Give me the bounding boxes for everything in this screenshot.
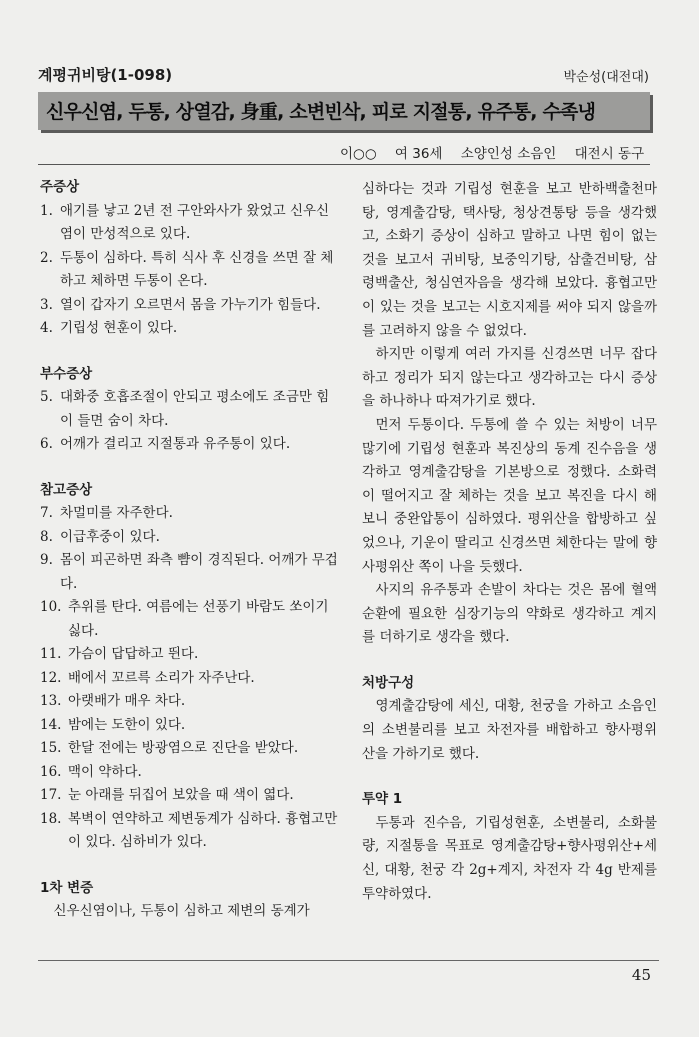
dosage-title: 투약 1	[362, 791, 403, 808]
paragraph: 사지의 유주통과 손발이 차다는 것은 몸에 혈액순환에 필요한 심장기능의 약화로 생각하고 계지를 더하기로 생각을 했다.	[362, 582, 657, 646]
reference-symptoms-list	[40, 502, 340, 855]
footer-rule	[38, 960, 659, 961]
list-item: 3. 열이 갑자기 오르면서 몸을 가누기가 힘들다.	[40, 296, 321, 313]
dosage-text: 두통과 진수음, 기립성현훈, 소변불리, 소화불량, 지절통을 목표로 영계출감탕+향사평위산+세신, 대황, 천궁 각 2g+계지, 차전자 각 4g 반제를 투약하였다.	[362, 814, 657, 902]
patient-sex-age: 여 36세	[394, 146, 443, 162]
list-item: 15. 한달 전에는 방광염으로 진단을 받았다.	[40, 740, 299, 756]
reference-symptoms-title: 참고증상	[40, 481, 93, 498]
list-item: 2. 두통이 심하다. 특히 식사 후 신경을 쓰면 잘 체하고 체하면 두통이 온다.	[40, 249, 334, 289]
patient-location: 대전시 동구	[574, 146, 645, 162]
prescription-text: 영계출감탕에 세신, 대황, 천궁을 가하고 소음인의 소변불리를 보고 차전자를 배합하고 향사평위산을 가하기로 했다.	[362, 698, 657, 762]
page-number: 45	[631, 966, 651, 984]
article-title: 계평귀비탕(1-098)	[38, 66, 173, 84]
list-item: 1. 애기를 낳고 2년 전 구안와사가 왔었고 신우신염이 만성적으로 있다.	[40, 202, 330, 242]
header-rule	[38, 164, 650, 165]
banner-text: 신우신염, 두통, 상열감, 身重, 소변빈삭, 피로 지절통, 유주통, 수족냉	[46, 101, 596, 123]
patient-info	[340, 142, 659, 162]
paragraph: 먼저 두통이다. 두통에 쓸 수 있는 처방이 너무 많기에 기립성 현훈과 복진상의 동계 진수음을 생각하고 영계출감탕을 기본방으로 정했다. 소화력이 떨어지고 잘 체하는 것을 보고 복진을 다시 해보니 중완압통이 심하였다. 평위산을 합방하고 싶었으나, 기운이 딸리고 신경쓰면 체한다는 말에 향사평위산 쪽이 나을 듯했다.	[362, 416, 657, 575]
list-item: 5. 대화중 호흡조절이 안되고 평소에도 조금만 힘이 들면 숨이 차다.	[40, 389, 330, 429]
main-symptoms-list	[40, 200, 340, 341]
author: 박순성(대전대)	[563, 70, 649, 85]
list-item: 13. 아랫배가 매우 차다.	[40, 693, 186, 709]
list-item: 12. 배에서 꼬르륵 소리가 자주난다.	[40, 669, 255, 686]
prescription-title: 처방구성	[362, 674, 415, 691]
list-item: 6. 어깨가 결리고 지절통과 유주통이 있다.	[40, 436, 291, 452]
list-item: 14. 밤에는 도한이 있다.	[40, 716, 186, 733]
paragraph: 심하다는 것과 기립성 현훈을 보고 반하백출천마탕, 영계출감탕, 택사탕, 청상견통탕 등을 생각했고, 소화기 증상이 심하고 말하고 나면 힘이 없는 것을 보고서 귀비탕, 보중익기탕, 삼출건비탕, 삼령백출산, 청심연자음을 생각해 보았다. 흉협고만이 있는 것을 보고는 시호지제를 써야 되지 않을까를 고려하지 않을 수 없었다.	[362, 181, 657, 339]
list-item: 7. 차멀미를 자주한다.	[40, 505, 173, 521]
list-item: 4. 기립성 현훈이 있다.	[40, 320, 178, 336]
list-item: 10. 추위를 탄다. 여름에는 선풍기 바람도 쏘이기 싫다.	[40, 599, 329, 639]
sub-symptoms-list	[40, 386, 340, 457]
list-item: 9. 몸이 피곤하면 좌측 뺨이 경직된다. 어깨가 무겁다.	[40, 552, 338, 592]
patient-name: 이○○	[340, 146, 377, 162]
list-item: 16. 맥이 약하다.	[40, 763, 142, 780]
list-item: 18. 복벽이 연약하고 제변동계가 심하다. 흉협고만이 있다. 심하비가 있다.	[40, 810, 338, 850]
list-item: 11. 가슴이 답답하고 뛴다.	[40, 646, 199, 662]
right-column	[362, 178, 657, 906]
list-item: 8. 이급후중이 있다.	[40, 528, 160, 545]
sub-symptoms-title: 부수증상	[40, 365, 93, 382]
symptom-banner	[38, 92, 650, 130]
differentiation-text: 신우신염이나, 두통이 심하고 제변의 동계가	[53, 903, 310, 919]
patient-constitution: 소양인성 소음인	[460, 146, 557, 162]
list-item: 17. 눈 아래를 뒤집어 보았을 때 색이 엷다.	[40, 787, 294, 803]
main-symptoms-title: 주증상	[40, 179, 80, 195]
left-column	[40, 176, 340, 924]
differentiation-title: 1차 변증	[40, 879, 94, 896]
paragraph: 하지만 이렇게 여러 가지를 신경쓰면 너무 잡다하고 정리가 되지 않는다고 생각하고는 다시 증상을 하나하나 따져가기로 했다.	[362, 346, 657, 410]
